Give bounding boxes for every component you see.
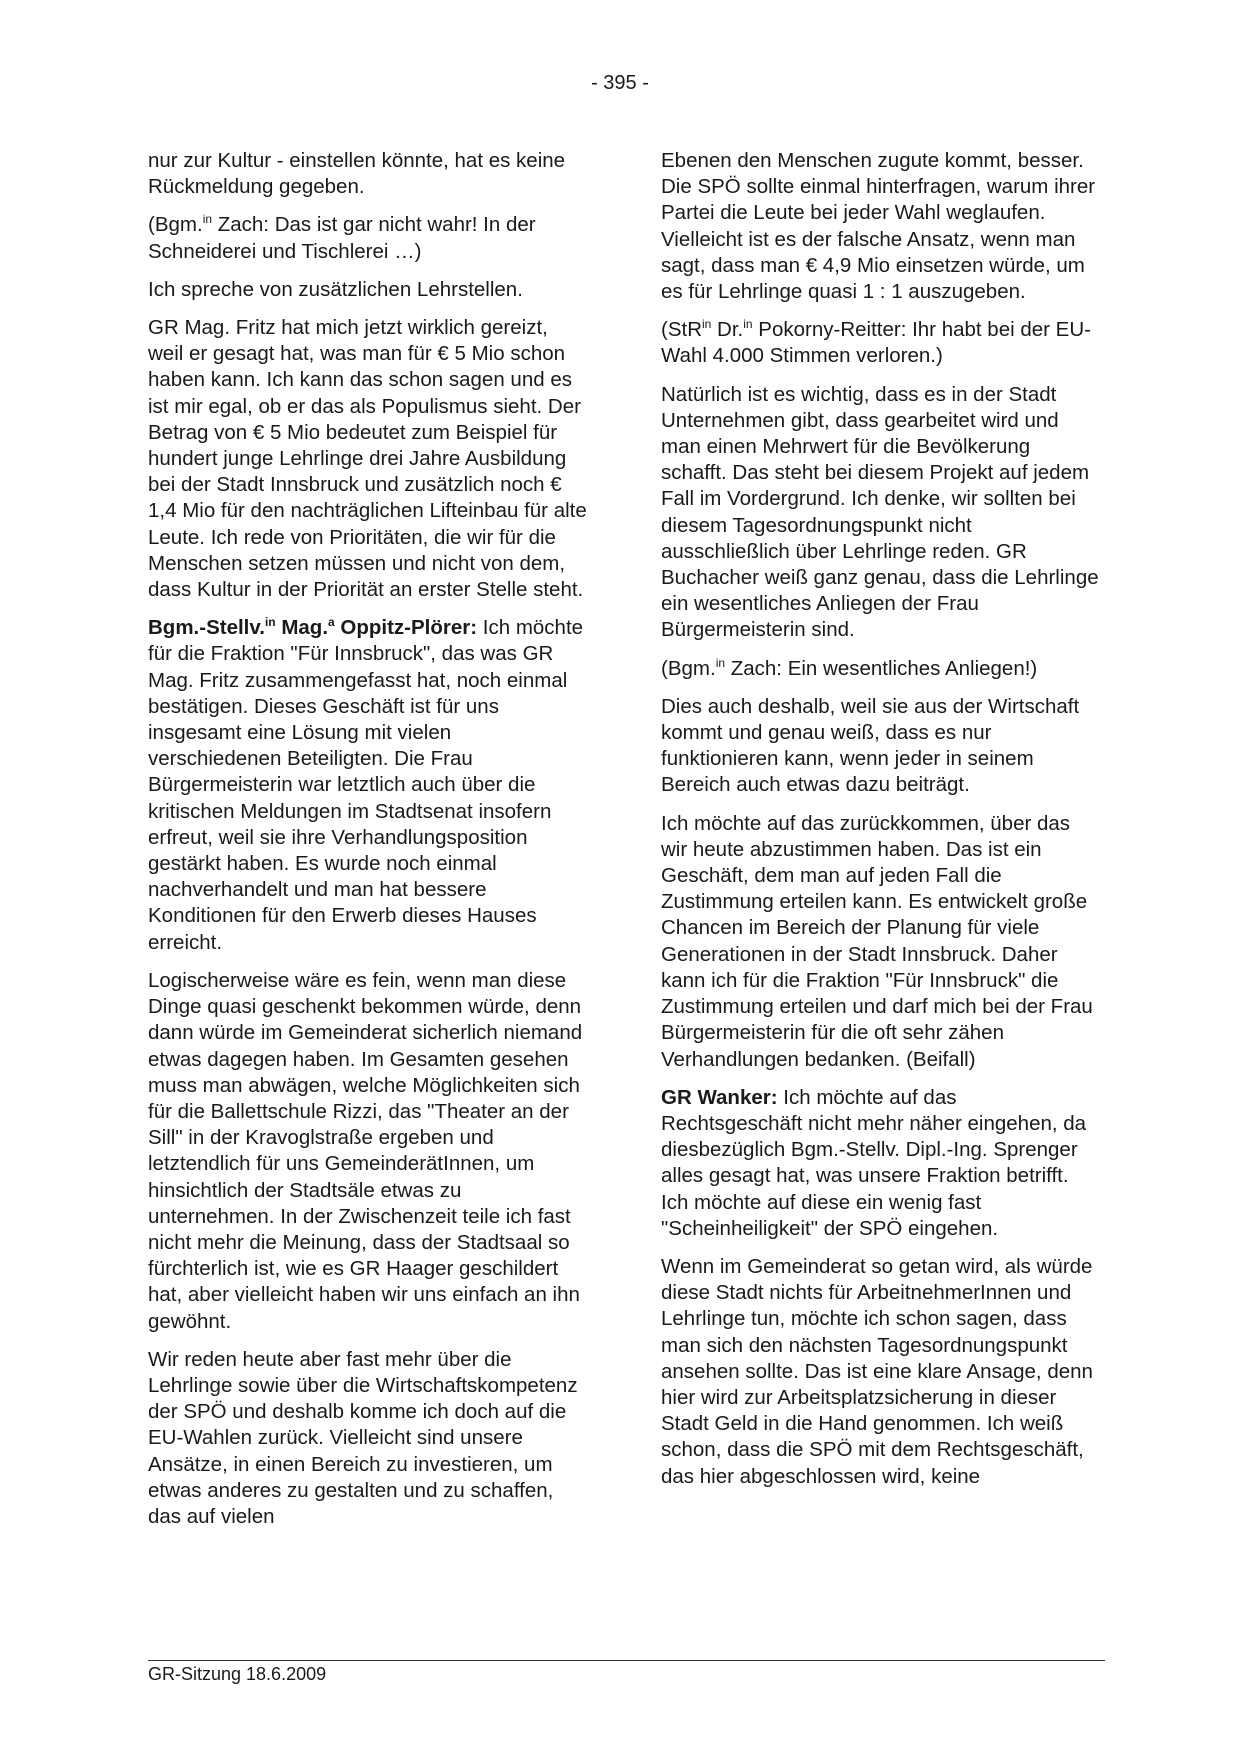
interjection-paragraph: (StR$^{in}$ Dr.$^{in}$ Pokorny-Reitter: Ihr habt bei der EU-Wahl 4.000 Stimmen verloren.)	[661, 317, 1091, 368]
speaker-paragraph: Bgm.-Stellv.$^{in}$ Mag.$^a$ Oppitz-Plörer: Ich möchte für die Fraktion "Für Innsbruck", das was GR Mag. Fritz zusammengefasst hat, noch einmal bestätigen. Dieses Geschäft ist für uns insgesamt eine Lösung mit vielen verschiedenen Beteiligten. Die Frau Bürgermeisterin war letztlich auch über die kritischen Meldungen im Stadtsenat insofern erfreut, weil sie ihre Verhandlungsposition gestärkt haben. Es wurde noch einmal nachverhandelt und man hat bessere Konditionen für den Erwerb dieses Hauses erreicht.	[148, 615, 584, 954]
paragraph: GR Mag. Fritz hat mich jetzt wirklich gereizt, weil er gesagt hat, was man für € 5 Mio schon haben kann. Ich kann das schon sagen und es ist mir egal, ob er das als Populismus sieht. Der Betrag von € 5 Mio bedeutet zum Beispiel für hundert junge Lehrlinge drei Jahre Ausbildung bei der Stadt Innsbruck und zusätzlich noch € 1,4 Mio für den nachträglichen Lifteinbau für alte Leute. Ich rede von Prioritäten, die wir für die Menschen setzen müssen und nicht von dem, dass Kultur in der Priorität an erster Stelle steht.	[148, 316, 587, 602]
paragraph: Wir reden heute aber fast mehr über die Lehrlinge sowie über die Wirtschaftskompetenz der SPÖ und deshalb komme ich doch auf die EU-Wahlen zurück. Vielleicht sind unsere Ansätze, in einen Bereich zu investieren, um etwas anderes zu gestalten und zu schaffen, das auf vielen	[148, 1347, 578, 1528]
interjection-paragraph: (Bgm.$^{in}$ Zach: Das ist gar nicht wahr! In der Schneiderei und Tischlerei …)	[148, 212, 536, 263]
right-column	[661, 148, 1101, 1502]
footer-divider	[148, 1660, 1105, 1661]
paragraph: Wenn im Gemeinderat so getan wird, als würde diese Stadt nichts für ArbeitnehmerInnen und Lehrlinge tun, möchte ich schon sagen, dass man sich den nächsten Tagesordnungspunkt ansehen sollte. Das ist eine klare Ansage, denn hier wird zur Arbeitsplatzsicherung in dieser Stadt Geld in die Hand genommen. Ich weiß schon, dass die SPÖ mit dem Rechtsgeschäft, das hier abgeschlossen wird, keine	[661, 1254, 1093, 1488]
paragraph: Natürlich ist es wichtig, dass es in der Stadt Unternehmen gibt, dass gearbeitet wird und man einen Mehrwert für die Bevölkerung schafft. Das steht bei diesem Projekt auf jedem Fall im Vordergrund. Ich denke, wir sollten bei diesem Tagesordnungspunkt nicht ausschließlich über Lehrlinge reden. GR Buchacher weiß ganz genau, dass die Lehrlinge ein wesentliches Anliegen der Frau Bürgermeisterin sind.	[661, 382, 1099, 642]
paragraph: Ebenen den Menschen zugute kommt, besser. Die SPÖ sollte einmal hinterfragen, warum ihrer Partei die Leute bei jeder Wahl weglaufen. Vielleicht ist es der falsche Ansatz, wenn man sagt, dass man € 4,9 Mio einsetzen würde, um es für Lehrlinge quasi 1 : 1 auszugeben.	[661, 149, 1096, 304]
left-column	[148, 148, 588, 1542]
paragraph: Ich möchte auf das zurückkommen, über das wir heute abzustimmen haben. Das ist ein Geschäft, dem man auf jeden Fall die Zustimmung erteilen kann. Es entwickelt große Chancen im Bereich der Planung für viele Generationen in der Stadt Innsbruck. Daher kann ich für die Fraktion "Für Innsbruck" die Zustimmung erteilen und darf mich bei der Frau Bürgermeisterin für die oft sehr zähen Verhandlungen bedanken. (Beifall)	[661, 811, 1093, 1071]
paragraph: Dies auch deshalb, weil sie aus der Wirtschaft kommt und genau weiß, dass es nur funktionieren kann, wenn jeder in seinem Bereich auch etwas dazu beiträgt.	[661, 694, 1080, 797]
paragraph: Ich spreche von zusätzlichen Lehrstellen.	[148, 277, 523, 301]
interjection-paragraph: (Bgm.$^{in}$ Zach: Ein wesentliches Anliegen!)	[661, 655, 1038, 680]
speaker-name: GR Wanker:	[661, 1085, 778, 1109]
paragraph: Logischerweise wäre es fein, wenn man diese Dinge quasi geschenkt bekommen würde, denn dann würde im Gemeinderat sicherlich niemand etwas dagegen haben. Im Gesamten gesehen muss man abwägen, welche Möglichkeiten sich für die Ballettschule Rizzi, das "Theater an der Sill" in der Kravoglstraße ergeben und letztendlich für uns GemeinderätInnen, um hinsichtlich der Stadtsäle etwas zu unternehmen. In der Zwischenzeit teile ich fast nicht mehr die Meinung, dass der Stadtsaal so fürchterlich ist, wie es GR Haager geschildert hat, aber vielleicht haben wir uns einfach an ihn gewöhnt.	[148, 968, 583, 1333]
speaker-paragraph: GR Wanker: Ich möchte auf das Rechtsgeschäft nicht mehr näher eingehen, da diesbezüglich Bgm.-Stellv. Dipl.-Ing. Sprenger alles gesagt hat, was unsere Fraktion betrifft. Ich möchte auf diese ein wenig fast "Scheinheiligkeit" der SPÖ eingehen.	[661, 1085, 1087, 1240]
footer-text: GR-Sitzung 18.6.2009	[148, 1664, 327, 1684]
speaker-name: Bgm.-Stellv.$^{in}$ Mag.$^a$ Oppitz-Plörer:	[148, 615, 478, 640]
paragraph: nur zur Kultur - einstellen könnte, hat es keine Rückmeldung gegeben.	[148, 149, 566, 199]
page-number: - 395 -	[591, 72, 649, 94]
